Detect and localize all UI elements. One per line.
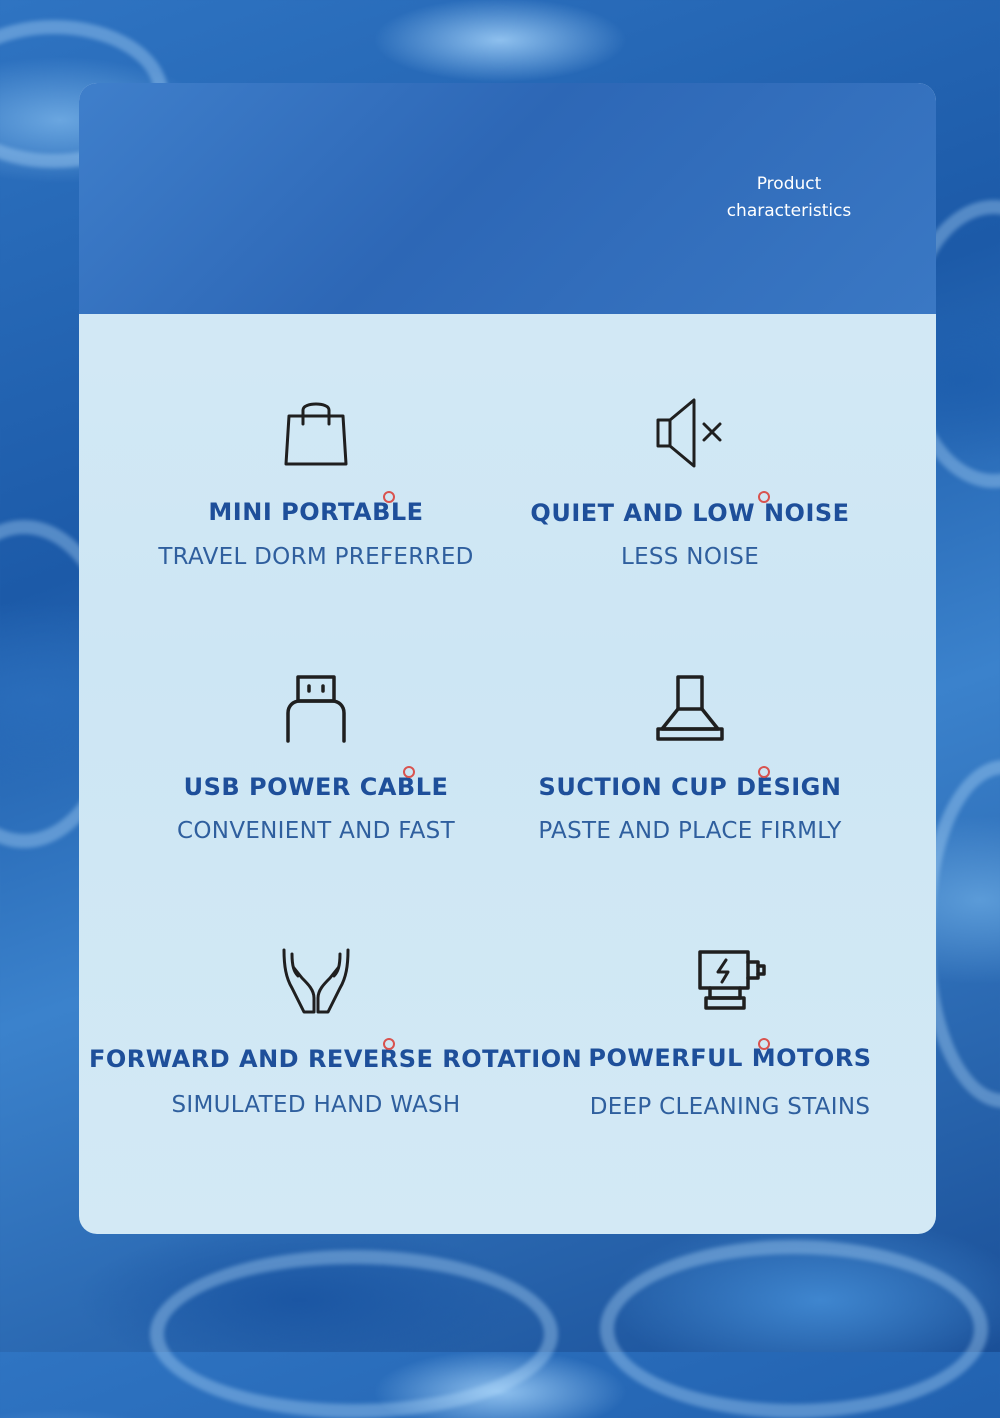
- section-title-line2: characteristics: [726, 201, 852, 221]
- feature-title: FORWARD AND REVERSE ROTATION: [89, 1045, 583, 1073]
- features-card: [79, 83, 936, 1234]
- accent-dot: [758, 1038, 770, 1050]
- motor-icon: [694, 946, 766, 1018]
- accent-dot: [383, 491, 395, 503]
- feature-title: POWERFUL MOTORS: [588, 1044, 872, 1072]
- accent-dot: [403, 766, 415, 778]
- feature-usb-power-cable: [126, 673, 506, 863]
- section-title: [689, 171, 889, 225]
- feature-quiet-low-noise: [500, 396, 880, 586]
- feature-title: MINI PORTABLE: [208, 498, 424, 526]
- feature-title: USB POWER CABLE: [183, 773, 449, 801]
- section-title-line1: Product: [756, 174, 822, 194]
- hands-icon: [280, 946, 352, 1018]
- range-hood-icon: [654, 673, 726, 745]
- background-swirl: [600, 1240, 988, 1418]
- shopping-bag-icon: [280, 396, 352, 468]
- accent-dot: [758, 766, 770, 778]
- feature-forward-reverse-rotation: [89, 946, 583, 1136]
- feature-subtitle: PASTE AND PLACE FIRMLY: [538, 818, 842, 844]
- accent-dot: [758, 491, 770, 503]
- mute-speaker-icon: [654, 396, 726, 468]
- feature-subtitle: DEEP CLEANING STAINS: [589, 1094, 871, 1120]
- feature-subtitle: TRAVEL DORM PREFERRED: [158, 544, 474, 570]
- feature-title: QUIET AND LOW NOISE: [530, 499, 850, 527]
- feature-title: SUCTION CUP DESIGN: [538, 773, 842, 801]
- feature-mini-portable: [126, 396, 506, 586]
- feature-powerful-motors: [540, 946, 920, 1136]
- background-swirl: [150, 1250, 558, 1418]
- feature-subtitle: SIMULATED HAND WASH: [171, 1092, 461, 1118]
- feature-subtitle: CONVENIENT AND FAST: [177, 818, 455, 844]
- feature-suction-cup-design: [500, 673, 880, 863]
- card-header: [79, 83, 936, 314]
- feature-subtitle: LESS NOISE: [620, 544, 760, 570]
- usb-connector-icon: [280, 673, 352, 745]
- accent-dot: [383, 1038, 395, 1050]
